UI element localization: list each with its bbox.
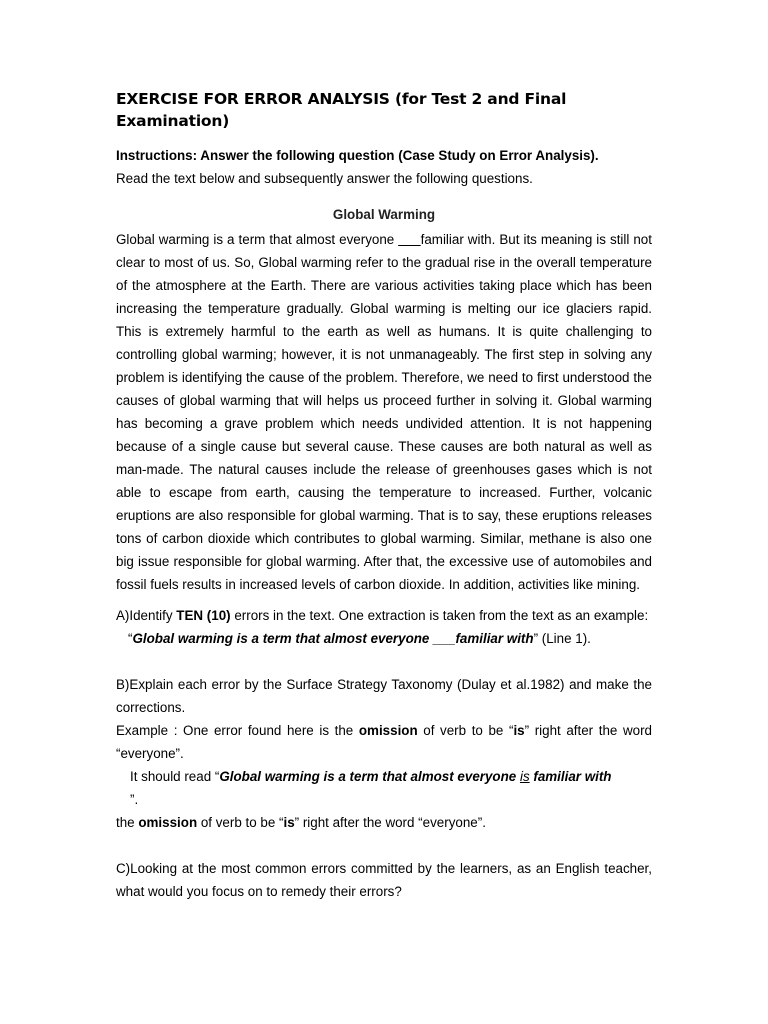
question-a-count: TEN (10) <box>176 608 231 623</box>
question-b <box>116 673 652 834</box>
repeat-omission: omission <box>138 815 198 830</box>
example-mid: of verb to be “ <box>417 723 514 738</box>
example-suffix: ” right after the word “everyone”. <box>116 723 653 761</box>
passage-text <box>116 228 652 596</box>
example-omission: omission <box>358 723 418 738</box>
quote-text: Global warming is a term that almost everyone ___familiar with <box>132 631 534 646</box>
passage-title: Global Warming <box>332 207 436 222</box>
question-c-text: C)Looking at the most common errors committed by the learners, as an English teacher, what would you focus on to remedy their errors? <box>116 861 652 899</box>
document-page <box>116 88 652 903</box>
question-b-repeat <box>116 811 652 834</box>
question-b-example <box>116 719 652 765</box>
passage-start: Global warming is a term that almost everyone <box>116 232 399 247</box>
instructions <box>116 144 652 190</box>
repeat-suffix: ” right after the word “everyone”. <box>294 815 486 830</box>
read-close: ”. <box>130 792 139 807</box>
example-prefix: Example : One error found here is the <box>116 723 359 738</box>
question-a-suffix: errors in the text. One extraction is taken from the text as an example: <box>230 608 649 623</box>
instructions-label: Instructions: Answer the following question (Case Study on Error Analysis). <box>116 148 599 163</box>
repeat-prefix: the <box>116 815 139 830</box>
question-c <box>116 857 652 903</box>
question-a-example <box>116 627 652 650</box>
passage-blank: ___ <box>398 232 421 247</box>
question-b-text: B)Explain each error by the Surface Strategy Taxonomy (Dulay et al.1982) and make the corrections. <box>116 677 652 715</box>
document-title: EXERCISE FOR ERROR ANALYSIS (for Test 2 and Final Examination) <box>116 90 567 130</box>
question-a-prefix: A)Identify <box>116 608 177 623</box>
repeat-is: is <box>283 815 295 830</box>
read-underlined-is: is <box>519 769 530 784</box>
passage-rest: familiar with. But its meaning is still not clear to most of us. So, Global warming refer to the gradual rise in the overall temperature of the atmosphere at the Earth. There are various activities taking place which has been increasing the temperature gradually. Global warming is melting our ice glaciers rapid. This is extremely harmful to the earth as well as humans. It is quite challenging to controlling global warming; however, it is not unmanageably. The first step in solving any problem is identifying the cause of the problem. Therefore, we need to first understood the causes of global warming that will helps us proceed further in solving it. Global warming has becoming a grave problem which needs undivided attention. It is not happening because of a single cause but several cause. These causes are both natural as well as man-made. The natural causes include the release of greenhouses gases which is not able to escape from earth, causing the temperature to increased. Further, volcanic eruptions are also responsible for global warming. That is to say, these eruptions releases tons of carbon dioxide which contributes to global warming. Similar, methane is also one big issue responsible for global warming. After that, the excessive use of automobiles and fossil fuels results in increased levels of carbon dioxide. In addition, activities like mining. <box>116 232 652 592</box>
read-bold-2: familiar with <box>529 769 612 784</box>
repeat-mid: of verb to be “ <box>197 815 284 830</box>
quote-close: ” (Line 1). <box>533 631 591 646</box>
question-b-correction <box>116 765 652 811</box>
example-is: is <box>513 723 525 738</box>
read-bold-1: Global warming is a term that almost everyone <box>219 769 520 784</box>
read-prefix: It should read “ <box>130 769 220 784</box>
question-a-text <box>116 604 652 627</box>
question-a <box>116 604 652 650</box>
instructions-line: Read the text below and subsequently answer the following questions. <box>116 171 533 186</box>
quote-open: “ <box>128 631 133 646</box>
